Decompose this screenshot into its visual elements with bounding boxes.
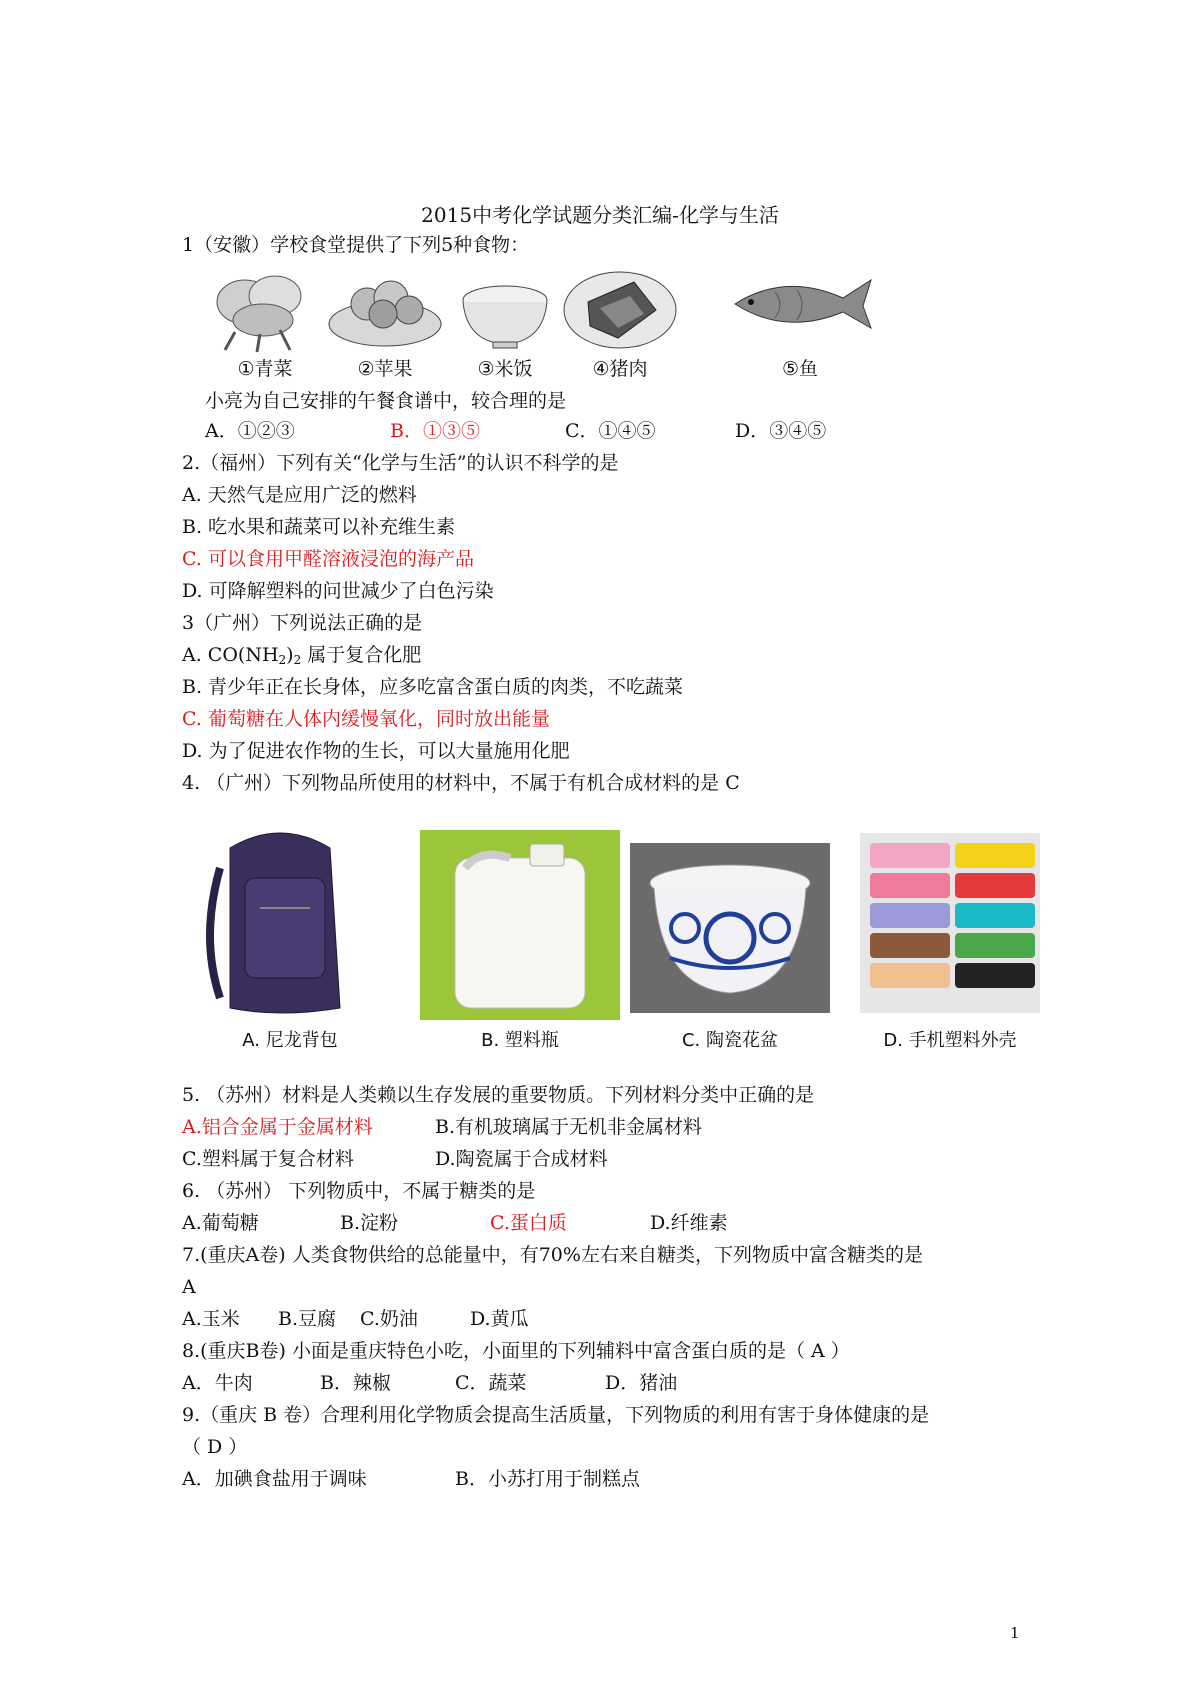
food-fish [725, 262, 845, 382]
apple-plate-icon [325, 262, 445, 357]
food-caption: ⑤鱼 [781, 358, 819, 380]
q5-option-c: C.塑料属于复合材料 [182, 1148, 354, 1170]
page-title: 2015中考化学试题分类汇编-化学与生活 [421, 203, 779, 227]
q7-option-a: A.玉米 [182, 1308, 240, 1330]
q6-stem: 6. （苏州） 下列物质中，不属于糖类的是 [182, 1180, 536, 1202]
q1-option-b: B．①③⑤ [390, 420, 480, 442]
q3-option-d: D. 为了促进农作物的生长，可以大量施用化肥 [182, 740, 570, 762]
q8-option-a: A．牛肉 [182, 1372, 253, 1394]
item-plastic-bottle [420, 818, 620, 1068]
vegetable-icon [205, 262, 325, 357]
q7-stem: 7.(重庆A卷) 人类食物供给的总能量中，有70%左右来自糖类，下列物质中富含糖类的是 [182, 1244, 923, 1266]
q1-option-d: D．③④⑤ [735, 420, 827, 442]
material-caption: C. 陶瓷花盆 [681, 1030, 778, 1051]
q7-option-d: D.黄瓜 [470, 1308, 529, 1330]
q7-option-b: B.豆腐 [278, 1308, 337, 1330]
q1-food-images [205, 262, 885, 382]
q9-answer: （ D ） [182, 1436, 248, 1458]
backpack-icon [190, 818, 390, 1023]
q9-stem: 9.（重庆 B 卷）合理利用化学物质会提高生活质量，下列物质的利用有害于身体健康的是 [182, 1404, 930, 1426]
q9-option-b: B．小苏打用于制糕点 [455, 1468, 640, 1490]
item-ceramic-pot [630, 818, 830, 1068]
rice-bowl-icon [445, 262, 565, 357]
q7-option-c: C.奶油 [360, 1308, 418, 1330]
q7-answer: A [182, 1276, 196, 1298]
q4-stem: 4. （广州）下列物品所使用的材料中，不属于有机合成材料的是 C [182, 772, 740, 794]
q6-option-a: A.葡萄糖 [182, 1212, 259, 1234]
q3-option-b: B. 青少年正在长身体，应多吃富含蛋白质的肉类，不吃蔬菜 [182, 676, 684, 698]
material-caption: A. 尼龙背包 [242, 1030, 338, 1051]
item-nylon-backpack [190, 818, 390, 1068]
q2-option-a: A. 天然气是应用广泛的燃料 [182, 484, 417, 506]
q5-option-a: A.铝合金属于金属材料 [182, 1116, 373, 1138]
q5-stem: 5. （苏州）材料是人类赖以生存发展的重要物质。下列材料分类中正确的是 [182, 1084, 815, 1106]
item-phone-case [850, 818, 1050, 1068]
q1-option-c: C．①④⑤ [565, 420, 656, 442]
q2-option-b: B. 吃水果和蔬菜可以补充维生素 [182, 516, 456, 538]
pork-plate-icon [560, 262, 680, 357]
q3-option-a: A. $CO(NH_2)_2$ 属于复合化肥 [182, 644, 422, 667]
q2-option-d: D. 可降解塑料的问世减少了白色污染 [182, 580, 494, 602]
q1-option-a: A．①②③ [205, 420, 295, 442]
q1-question: 小亮为自己安排的午餐食谱中，较合理的是 [205, 390, 567, 412]
q6-option-c: C.蛋白质 [490, 1212, 567, 1234]
phone-cases-icon [850, 818, 1050, 1023]
q3-option-c: C. 葡萄糖在人体内缓慢氧化，同时放出能量 [182, 708, 550, 730]
ceramic-pot-icon [630, 818, 830, 1023]
food-apple [325, 262, 445, 382]
q8-option-c: C．蔬菜 [455, 1372, 527, 1394]
q6-option-d: D.纤维素 [650, 1212, 728, 1234]
food-pork [560, 262, 680, 382]
material-caption: B. 塑料瓶 [481, 1030, 559, 1051]
q8-stem: 8.(重庆B卷) 小面是重庆特色小吃，小面里的下列辅料中富含蛋白质的是（ A ） [182, 1340, 850, 1362]
material-caption: D. 手机塑料外壳 [883, 1030, 1017, 1051]
q5-option-b: B.有机玻璃属于无机非金属材料 [435, 1116, 703, 1138]
q6-option-b: B.淀粉 [340, 1212, 399, 1234]
plastic-jug-icon [420, 818, 620, 1023]
food-vegetable [205, 262, 325, 382]
page-number: 1 [1010, 1624, 1020, 1642]
q2-option-c: C. 可以食用甲醛溶液浸泡的海产品 [182, 548, 474, 570]
q8-option-d: D．猪油 [605, 1372, 678, 1394]
food-caption: ③米饭 [477, 358, 533, 380]
q5-option-d: D.陶瓷属于合成材料 [435, 1148, 608, 1170]
q9-option-a: A．加碘食盐用于调味 [182, 1468, 367, 1490]
food-rice [445, 262, 565, 382]
food-caption: ②苹果 [357, 358, 413, 380]
q3-stem: 3（广州）下列说法正确的是 [182, 612, 423, 634]
fish-icon [725, 262, 875, 357]
food-caption: ④猪肉 [592, 358, 648, 380]
q2-stem: 2.（福州）下列有关“化学与生活”的认识不科学的是 [182, 452, 619, 474]
food-caption: ①青菜 [237, 358, 293, 380]
q8-option-b: B．辣椒 [320, 1372, 391, 1394]
q1-stem: 1（安徽）学校食堂提供了下列5种食物： [182, 234, 530, 256]
q4-material-images [190, 818, 1110, 1068]
